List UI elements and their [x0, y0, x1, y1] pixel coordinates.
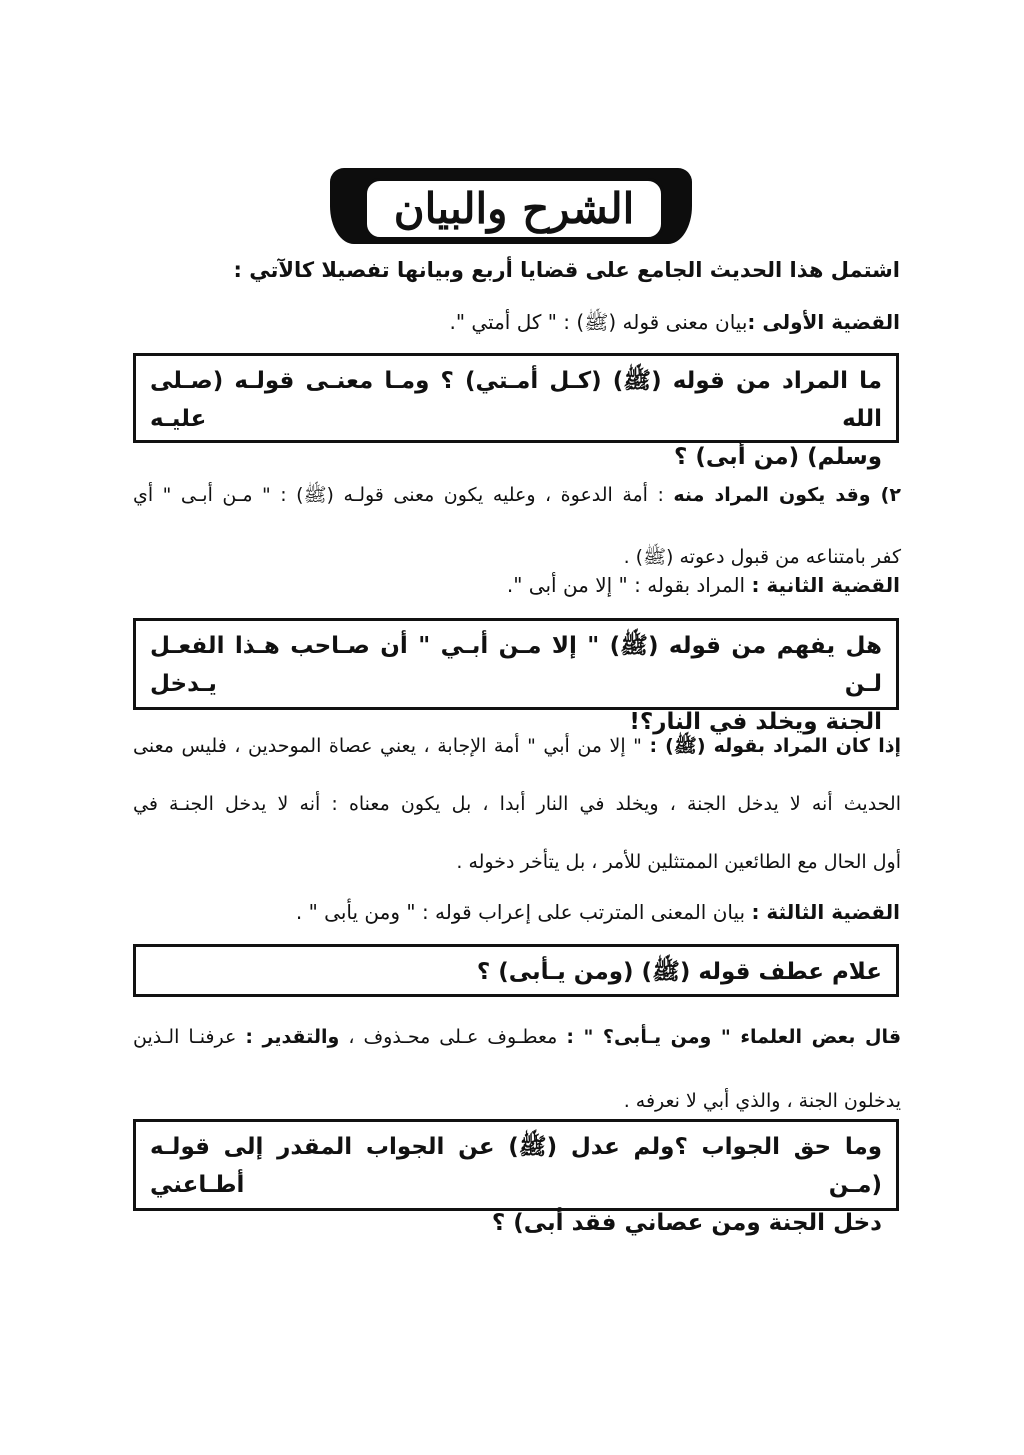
issue-1-line — [449, 310, 900, 339]
question-1-line-2: وسلم) (من أبى) ؟ — [674, 444, 882, 470]
title-banner — [330, 168, 692, 244]
issue-2-text: المراد بقوله : " إلا من أبى ". — [506, 573, 746, 597]
question-4-line-1: وما حق الجواب ؟ولم عدل (ﷺ) عن الجواب المقدر إلى قولـه (مـن أطـاعني — [150, 1134, 882, 1198]
answer-2-line-2: الحديث أنه لا يدخل الجنة ، ويخلد في النار أبدا ، بل يكون معناه : أنه لا يدخل الجنـة في — [133, 793, 901, 815]
answer-2-label: إذا كان المراد بقوله (ﷺ) : — [649, 735, 902, 757]
question-box-2 — [133, 618, 899, 735]
question-3-line-1: علام عطف قوله (ﷺ) (ومن يـأبى) ؟ — [476, 959, 882, 985]
answer-2-line-1 — [133, 717, 901, 775]
answer-3-label-2: والتقدير : — [245, 1026, 340, 1048]
answer-3-line-1 — [133, 1005, 901, 1069]
answer-3 — [133, 1005, 901, 1133]
issue-2-label: القضية الثانية : — [751, 573, 900, 597]
issue-3-line — [296, 900, 900, 924]
page-title: الشرح والبيان — [364, 178, 664, 240]
question-1-line-1: ما المراد من قوله (ﷺ) (كـل أمـتي) ؟ ومـا معنـى قولـه (صـلى الله عليـه — [150, 368, 882, 432]
question-box-3 — [133, 944, 899, 997]
answer-1 — [133, 464, 901, 588]
intro-text: اشتمل هذا الحديث الجامع على قضايا أربع وبيانها تفصيلا كالآتي : — [233, 258, 900, 282]
issue-1-label: القضية الأولى : — [747, 310, 900, 334]
answer-1-line-1 — [133, 464, 901, 526]
question-box-1 — [133, 353, 899, 470]
answer-3-mid: معطـوف عـلى محـذوف ، — [348, 1026, 558, 1048]
answer-1-line-2: كفر بامتناعه من قبول دعوته (ﷺ) . — [623, 546, 901, 568]
answer-3-line-2: يدخلون الجنة ، والذي أبي لا نعرفه . — [623, 1090, 901, 1112]
question-2-line-2: الجنة ويخلد في النار؟! — [629, 709, 882, 735]
question-2-line-1: هل يفهم من قوله (ﷺ) " إلا مـن أبـي " أن صـاحب هـذا الفعـل لـن يـدخل — [150, 633, 882, 697]
answer-3-label: قال بعض العلماء " ومن يـأبى؟ " : — [566, 1026, 902, 1048]
question-4-line-2: دخل الجنة ومن عصاني فقد أبى) ؟ — [491, 1210, 882, 1236]
answer-2-text-1: " إلا من أبي " أمة الإجابة ، يعني عصاة الموحدين ، فليس معنى — [133, 735, 642, 757]
answer-3-rest: عرفنـا الـذين — [133, 1026, 237, 1048]
issue-3-label: القضية الثالثة : — [751, 900, 900, 924]
answer-2 — [133, 717, 901, 891]
issue-2-line — [507, 573, 900, 597]
issue-1-text: بيان معنى قوله (ﷺ) : " كل أمتي ". — [449, 310, 748, 334]
answer-1-label: ٢) وقد يكون المراد منه — [673, 484, 901, 506]
issue-3-text: بيان المعنى المترتب على إعراب قوله : " ومن يأبى " . — [295, 900, 746, 924]
answer-2-line-3: أول الحال مع الطائعين الممتثلين للأمر ، بل يتأخر دخوله . — [456, 851, 901, 873]
question-box-4 — [133, 1119, 899, 1236]
answer-1-text-1: : أمة الدعوة ، وعليه يكون معنى قولـه (ﷺ) : " مـن أبـى " أي — [133, 484, 664, 506]
